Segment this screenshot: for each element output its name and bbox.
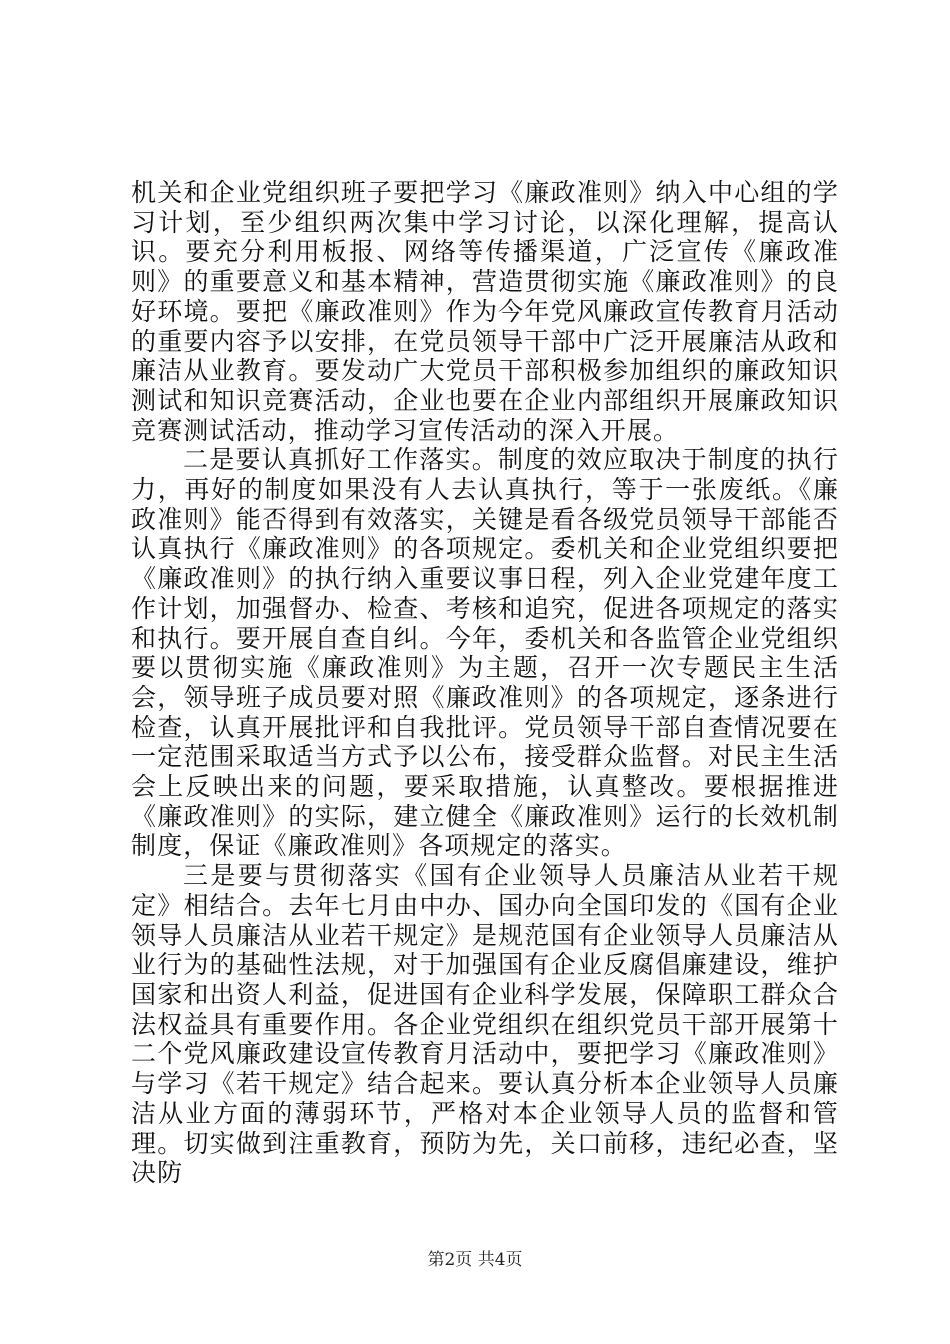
paragraph-point-two: 二是要认真抓好工作落实。制度的效应取决于制度的执行力，再好的制度如果没有人去认真执行，等于一张废纸。《廉政准则》能否得到有效落实，关键是看各级党员领导干部能否认真执行《廉政准则》的各项规定。委机关和企业党组织要把《廉政准则》的执行纳入重要议事日程，列入企业党建年度工作计划，加强督办、检查、考核和追究，促进各项规定的落实和执行。要开展自查自纠。今年，委机关和各监管企业党组织要以贯彻实施《廉政准则》为主题，召开一次专题民主生活会，领导班子成员要对照《廉政准则》的各项规定，逐条进行检查，认真开展批评和自我批评。党员领导干部自查情况要在一定范围采取适当方式予以公布，接受群众监督。对民主生活会上反映出来的问题，要采取措施，认真整改。要根据推进《廉政准则》的实际，建立健全《廉政准则》运行的长效机制制度，保证《廉政准则》各项规定的落实。 (131, 445, 839, 861)
paragraph-point-three: 三是要与贯彻落实《国有企业领导人员廉洁从业若干规定》相结合。去年七月由中办、国办向全国印发的《国有企业领导人员廉洁从业若干规定》是规范国有企业领导人员廉洁从业行为的基础性法规，对于加强国有企业反腐倡廉建设，维护国家和出资人利益，促进国有企业科学发展，保障职工群众合法权益具有重要作用。各企业党组织在组织党员干部开展第十二个党风廉政建设宣传教育月活动中，要把学习《廉政准则》与学习《若干规定》结合起来。要认真分析本企业领导人员廉洁从业方面的薄弱环节，严格对本企业领导人员的监督和管理。切实做到注重教育，预防为先，关口前移，违纪必查，坚决防 (131, 861, 839, 1188)
body-text (131, 178, 839, 1188)
paragraph-continuation: 机关和企业党组织班子要把学习《廉政准则》纳入中心组的学习计划，至少组织两次集中学习讨论，以深化理解，提高认识。要充分利用板报、网络等传播渠道，广泛宣传《廉政准则》的重要意义和基本精神，营造贯彻实施《廉政准则》的良好环境。要把《廉政准则》作为今年党风廉政宣传教育月活动的重要内容予以安排，在党员领导干部中广泛开展廉洁从政和廉洁从业教育。要发动广大党员干部积极参加组织的廉政知识测试和知识竞赛活动，企业也要在企业内部组织开展廉政知识竞赛测试活动，推动学习宣传活动的深入开展。 (131, 178, 839, 445)
page-number-footer: 第2页 共4页 (427, 1250, 523, 1270)
